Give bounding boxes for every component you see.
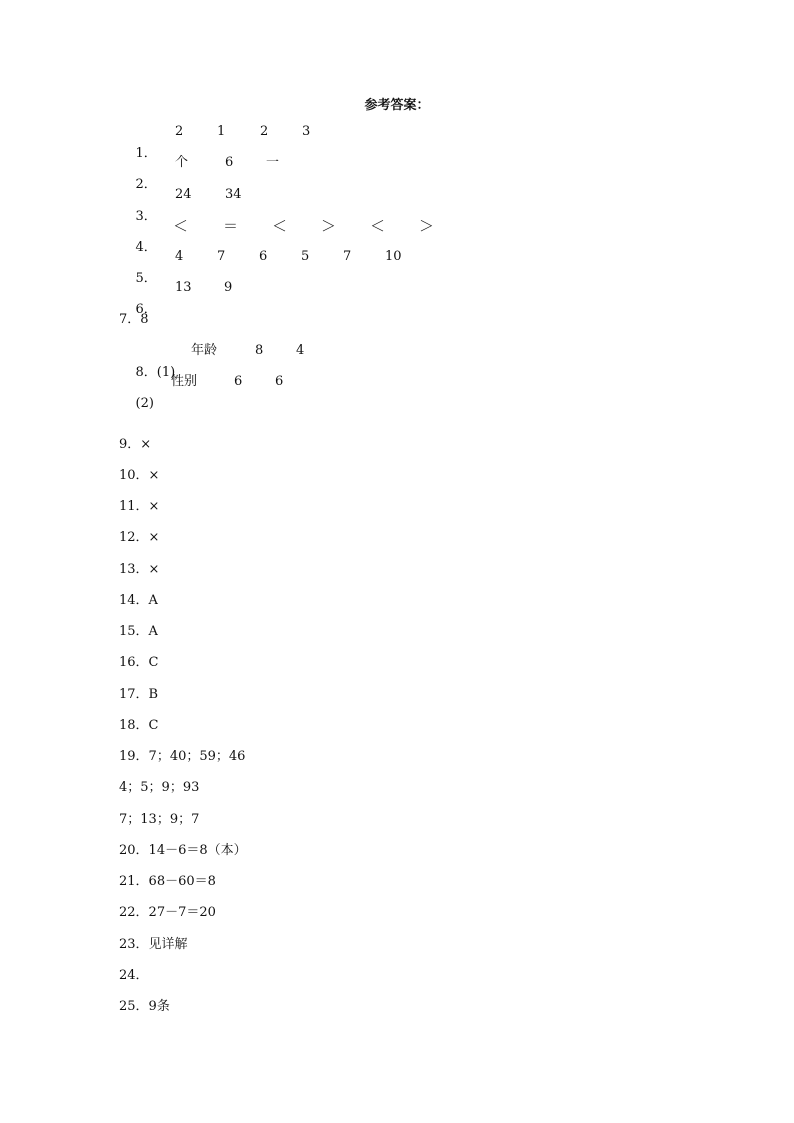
comparison-symbol: ＜: [173, 216, 189, 235]
question-number: 6．: [135, 302, 157, 318]
answer-row-18: 18．C: [119, 717, 159, 733]
answer-row-8-part-2: [119, 371, 719, 411]
question-number: (2): [135, 396, 154, 411]
question-number: 3．: [135, 208, 157, 224]
answer-row-21: 21．68－60＝8: [119, 874, 216, 889]
answer-row-16: 16．C: [119, 655, 159, 671]
answer-list: [119, 121, 719, 1027]
answer-row-22: 22．27－7＝20: [119, 905, 216, 921]
answer-blank: 8: [255, 342, 264, 358]
question-number: 5．: [135, 271, 157, 286]
answer-row-9: 9．×: [119, 436, 152, 452]
comparison-symbol: ＜: [370, 216, 386, 235]
answer-blank: 9: [224, 280, 233, 296]
answer-blank: 4: [296, 342, 305, 358]
answer-blank: 5: [301, 249, 310, 264]
answer-blank: 10: [385, 249, 402, 264]
answer-blank: 13: [175, 280, 192, 296]
answer-blank: 2: [175, 124, 184, 139]
answer-row-23: 23．见详解: [119, 936, 188, 952]
answer-blank: 2: [260, 124, 269, 139]
answer-row-15: 15．A: [119, 624, 158, 639]
answer-blank: 性别: [171, 374, 198, 389]
answer-blank: 年龄: [191, 342, 218, 358]
comparison-symbol: ＞: [321, 216, 337, 235]
answer-row-14: 14．A: [119, 592, 158, 608]
comparison-symbol: ＞: [419, 216, 435, 235]
question-number: 2．: [135, 177, 157, 193]
answer-row-19-line-3: 7；13；9；7: [119, 811, 200, 827]
answer-row-17: 17．B: [119, 686, 159, 702]
answer-row-12: 12．×: [119, 530, 160, 546]
answer-blank: 24: [175, 186, 192, 202]
answer-blank: 4: [175, 249, 184, 264]
answer-row-11: 11．×: [119, 499, 160, 514]
answer-row-8-part-1: [119, 340, 719, 380]
answer-row-20: 20．14－6＝8（本）: [119, 842, 247, 858]
answer-blank: 6: [234, 374, 243, 389]
answer-row-6: [119, 277, 719, 318]
answer-row-19: 19．7；40；59；46: [119, 749, 246, 764]
question-number: 4．: [135, 239, 157, 255]
answer-blank: 3: [302, 124, 311, 139]
page-title: 参考答案：: [364, 98, 430, 113]
answer-row-2: [119, 152, 719, 193]
question-number: 1．: [135, 146, 157, 161]
answer-row-5: [119, 246, 719, 286]
answer-blank: 一: [266, 155, 280, 171]
answer-blank: 7: [217, 249, 226, 264]
answer-row-19-line-2: 4；5；9；93: [119, 780, 200, 796]
question-number: 8．(1): [135, 364, 176, 380]
blank-line: [119, 402, 719, 433]
answer-row-13: 13．×: [119, 561, 160, 577]
answer-row-25: 25．9条: [119, 999, 170, 1014]
answer-row-4: [119, 215, 719, 255]
answer-blank: 6: [225, 155, 234, 171]
answer-row-7: 7．8: [119, 311, 149, 327]
answer-blank: 34: [225, 186, 242, 202]
answer-blank: 6: [275, 374, 284, 389]
comparison-symbol: ＜: [272, 216, 288, 235]
answer-blank: 1: [217, 124, 226, 139]
answer-row-1: [119, 121, 719, 161]
answer-row-3: [119, 184, 719, 224]
comparison-symbol: ＝: [223, 216, 239, 235]
answer-blank: 个: [175, 155, 189, 171]
answer-blank: 6: [259, 249, 268, 264]
answer-row-10: 10．×: [119, 467, 160, 483]
answer-blank: 7: [343, 249, 352, 264]
answer-row-24: 24．: [119, 967, 149, 983]
